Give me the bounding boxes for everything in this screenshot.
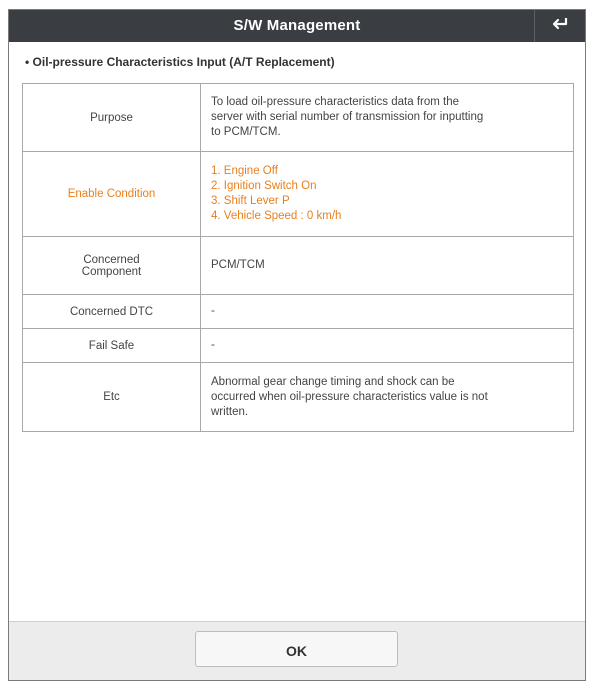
row-label-purpose: Purpose [23,84,201,152]
condition-line: 4. Vehicle Speed : 0 km/h [211,210,342,222]
condition-line: 2. Ignition Switch On [211,180,317,192]
back-button[interactable] [534,10,585,42]
value-line: to PCM/TCM. [211,126,281,138]
condition-line: 1. Engine Off [211,165,278,177]
label-line: Component [81,265,142,278]
row-value-fail-safe: - [201,329,574,363]
row-value-enable-condition [201,152,574,237]
table-row-enable-condition [23,152,574,237]
row-value-concerned-dtc: - [201,295,574,329]
value-line: server with serial number of transmission for inputting [211,111,484,123]
window-title: S/W Management [233,17,361,34]
value-line: written. [211,405,249,418]
info-table [22,83,574,432]
condition-line: 3. Shift Lever P [211,195,290,207]
row-value-concerned-component: PCM/TCM [201,237,574,295]
table-row-purpose [23,84,574,152]
title-bar [9,10,585,42]
row-label-concerned-component [23,237,201,295]
row-value-etc [201,363,574,432]
row-label-fail-safe: Fail Safe [23,329,201,363]
dialog-window [8,9,586,681]
return-arrow-icon [551,16,569,37]
row-label-concerned-dtc: Concerned DTC [23,295,201,329]
label-line: Concerned [83,253,140,266]
table-row-concerned-dtc [23,295,574,329]
table-row-fail-safe [23,329,574,363]
row-value-purpose [201,84,574,152]
section-heading: • Oil-pressure Characteristics Input (A/T Replacement) [25,55,335,69]
value-line: To load oil-pressure characteristics data from the [211,96,459,108]
ok-button[interactable]: OK [195,631,398,667]
footer-bar [9,621,585,680]
row-label-enable-condition: Enable Condition [23,152,201,237]
table-row-etc [23,363,574,432]
row-label-etc: Etc [23,363,201,432]
value-line: occurred when oil-pressure characteristics value is not [211,390,488,403]
table-row-concerned-component [23,237,574,295]
value-line: Abnormal gear change timing and shock can be [211,375,455,388]
